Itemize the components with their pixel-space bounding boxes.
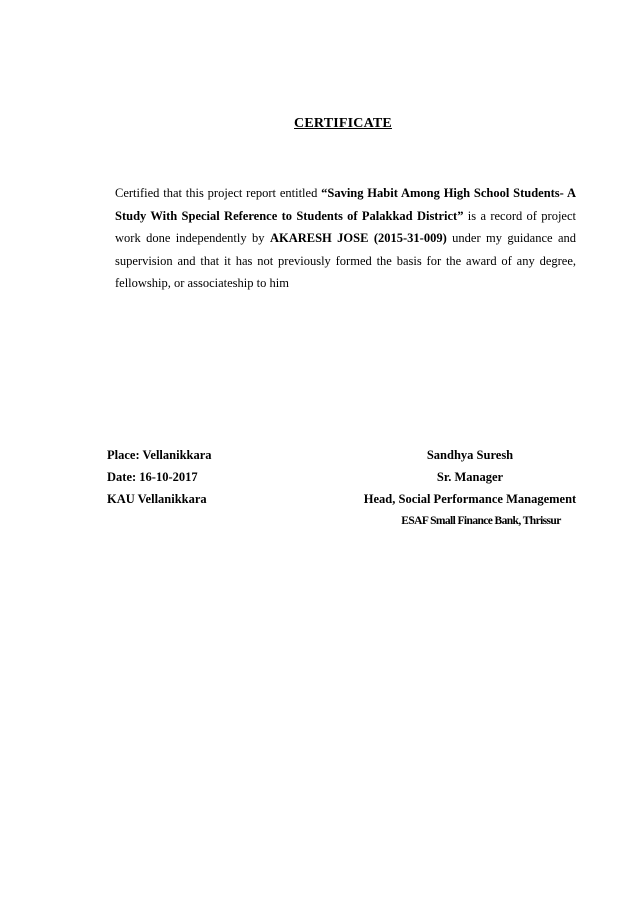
institution-line: KAU Vellanikkara [107, 492, 207, 506]
signatory-block [352, 444, 588, 532]
body-text-1: Certified that this project report entitled [115, 186, 322, 200]
signatory-organization: ESAF Small Finance Bank, Thrissur [401, 515, 561, 527]
place-date-block [107, 444, 212, 510]
signatory-designation: Sr. Manager [436, 470, 504, 484]
certificate-body [115, 182, 576, 295]
student-name: AKARESH JOSE (2015-31-009) [269, 231, 447, 245]
date-line: Date: 16-10-2017 [107, 470, 198, 484]
body-text-3: under my guidance and supervision and that it has not previously formed the basis for the award of any degree, fellowship, or associateship to him [115, 231, 577, 290]
certificate-title: CERTIFICATE [294, 116, 392, 131]
signatory-department: Head, Social Performance Management [363, 492, 577, 506]
body-text-2: is a record of project work done independently by [115, 208, 576, 245]
place-line: Place: Vellanikkara [107, 448, 212, 462]
signatory-name: Sandhya Suresh [426, 448, 514, 462]
project-title: “Saving Habit Among High School Students- A Study With Special Reference to Students of Palakkad District” [115, 186, 576, 223]
